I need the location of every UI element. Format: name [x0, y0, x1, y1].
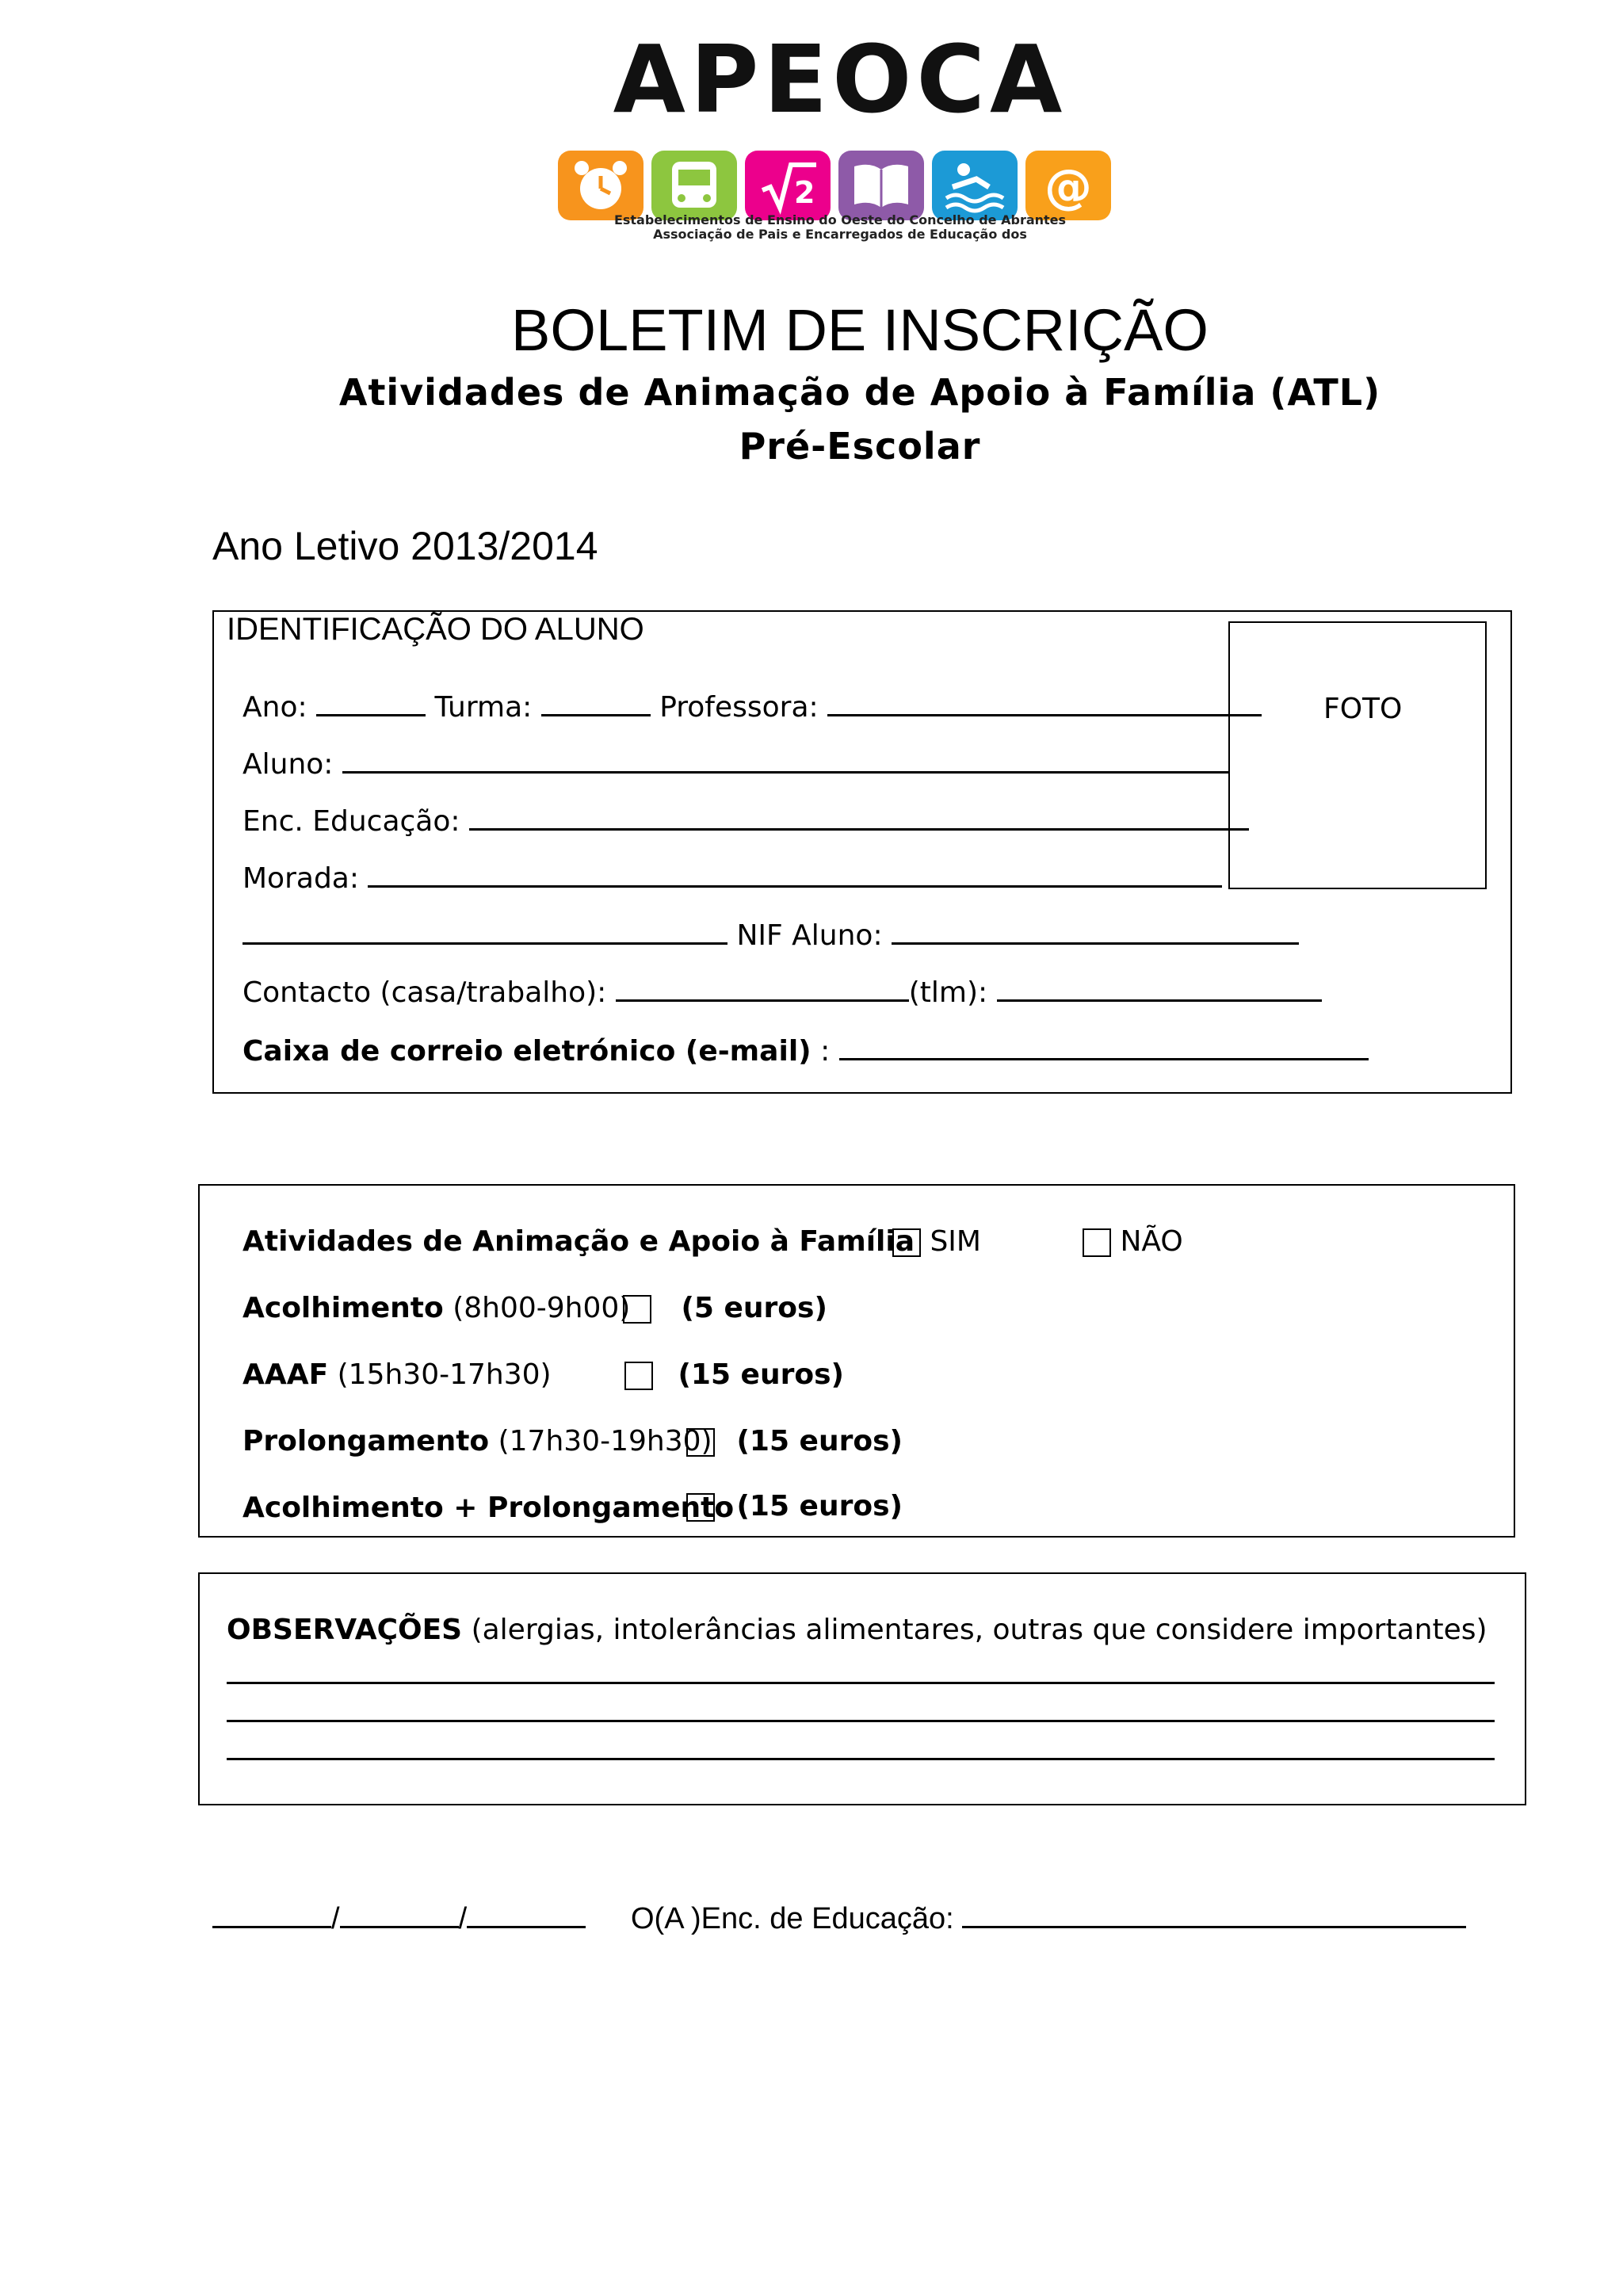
- tlm-field[interactable]: [997, 999, 1322, 1002]
- at-sign-tile: [1025, 151, 1111, 220]
- activity-row-prolongamento: [242, 1425, 712, 1457]
- row-email: [242, 1035, 1369, 1068]
- logo-subtitle-line2: Estabelecimentos de Ensino do Oeste do Concelho de Abrantes: [613, 212, 1067, 227]
- professora-field[interactable]: [827, 714, 1262, 716]
- school-year: Ano Letivo 2013/2014: [212, 524, 598, 568]
- book-tile: [838, 151, 924, 220]
- date-month-field[interactable]: [340, 1926, 459, 1928]
- date-slash-2: /: [458, 1902, 468, 1935]
- svg-text:@: @: [1044, 159, 1092, 215]
- nao-checkbox[interactable]: [1083, 1228, 1111, 1257]
- enc-field[interactable]: [469, 828, 1249, 831]
- sim-checkbox[interactable]: [892, 1228, 921, 1257]
- logo: [547, 25, 1133, 242]
- activity-name: Acolhimento + Prolongamento: [242, 1492, 735, 1524]
- prolongamento-checkbox[interactable]: [686, 1428, 715, 1457]
- morada-field-line2[interactable]: [242, 942, 727, 945]
- row-ano-turma-professora: [242, 691, 1262, 724]
- row-aluno: [242, 748, 1230, 781]
- swimmer-tile: [932, 151, 1018, 220]
- professora-label: Professora:: [659, 691, 819, 724]
- main-activity-label: Atividades de Animação e Apoio à Família: [242, 1225, 915, 1258]
- row-morada: [242, 862, 1222, 895]
- row-contacto: [242, 976, 1322, 1009]
- activity-option-acolhimento-prolongamento: [686, 1490, 903, 1522]
- turma-field[interactable]: [541, 714, 651, 716]
- ano-label: Ano:: [242, 691, 307, 724]
- photo-label: FOTO: [1323, 693, 1403, 725]
- activity-option-aaaf: [624, 1358, 844, 1391]
- activity-name: AAAF: [242, 1358, 329, 1391]
- activity-name: Acolhimento: [242, 1292, 444, 1324]
- page-subtitle: Atividades de Animação de Apoio à Família (ATL): [338, 371, 1381, 414]
- tlm-label: (tlm):: [908, 976, 988, 1009]
- photo-box: [1228, 621, 1487, 889]
- activity-time: (8h00-9h00): [453, 1292, 631, 1324]
- activity-price: (15 euros): [678, 1358, 844, 1391]
- signature-row: [631, 1902, 1466, 1936]
- observations-label: OBSERVAÇÕES: [227, 1614, 463, 1646]
- logo-text: APEOCA: [613, 25, 1067, 134]
- swimmer-icon: [932, 151, 1018, 220]
- turma-label: Turma:: [434, 691, 533, 724]
- morada-label: Morada:: [242, 862, 359, 895]
- activity-row-acolhimento-prolongamento: [242, 1492, 734, 1524]
- email-colon: :: [820, 1035, 831, 1068]
- book-icon: [838, 151, 924, 220]
- aluno-field[interactable]: [342, 771, 1230, 774]
- activity-price: (15 euros): [736, 1425, 903, 1457]
- sim-label: SIM: [930, 1225, 981, 1258]
- email-field[interactable]: [839, 1058, 1369, 1060]
- bus-icon: [651, 151, 737, 220]
- activity-price: (5 euros): [681, 1292, 827, 1324]
- email-label: Caixa de correio eletrónico (e-mail): [242, 1035, 812, 1068]
- activity-row-aaaf: [242, 1358, 552, 1391]
- nao-option: [1083, 1225, 1183, 1258]
- observations-description: (alergias, intolerâncias alimentares, outras que considere importantes): [471, 1614, 1487, 1646]
- observations-line-3[interactable]: [227, 1758, 1495, 1760]
- svg-text:2: 2: [794, 175, 815, 210]
- activity-price: (15 euros): [736, 1490, 903, 1522]
- enc-label: Enc. Educação:: [242, 805, 460, 838]
- activity-option-prolongamento: [686, 1425, 903, 1457]
- activity-row-acolhimento: [242, 1292, 630, 1324]
- morada-field[interactable]: [368, 885, 1222, 888]
- at-sign-icon: [1025, 151, 1111, 220]
- logo-subtitle-line1: Associação de Pais e Encarregados de Educação dos: [653, 227, 1027, 242]
- activity-time: (15h30-17h30): [337, 1358, 552, 1391]
- activity-name: Prolongamento: [242, 1425, 490, 1457]
- date-day-field[interactable]: [212, 1926, 331, 1928]
- date-slash-1: /: [331, 1902, 340, 1935]
- square-root-icon: [745, 151, 831, 220]
- activity-option-acolhimento: [623, 1292, 827, 1324]
- alarm-clock-tile: [558, 151, 643, 220]
- page-title: BOLETIM DE INSCRIÇÃO: [511, 297, 1209, 363]
- acolhimento-prolongamento-checkbox[interactable]: [686, 1493, 715, 1522]
- observations-line-1[interactable]: [227, 1682, 1495, 1684]
- observations-line-2[interactable]: [227, 1720, 1495, 1722]
- square-root-tile: [745, 151, 831, 220]
- sim-option: [892, 1225, 981, 1258]
- nif-field[interactable]: [892, 942, 1299, 945]
- observations-heading: [227, 1614, 1487, 1646]
- ano-field[interactable]: [316, 714, 426, 716]
- bus-tile: [651, 151, 737, 220]
- aluno-label: Aluno:: [242, 748, 334, 781]
- contacto-field[interactable]: [616, 999, 909, 1002]
- row-main-activity: [242, 1225, 915, 1258]
- alarm-clock-icon: [558, 151, 643, 220]
- signature-field[interactable]: [962, 1926, 1466, 1928]
- nao-label: NÃO: [1120, 1225, 1183, 1258]
- acolhimento-checkbox[interactable]: [623, 1295, 651, 1324]
- date-field: [212, 1902, 586, 1936]
- activity-time: (17h30-19h30): [498, 1425, 712, 1457]
- observations-section: [198, 1572, 1526, 1805]
- student-section-title: IDENTIFICAÇÃO DO ALUNO: [227, 612, 644, 647]
- page-subtitle-level: Pré-Escolar: [739, 425, 981, 468]
- row-morada-cont-nif: [242, 919, 1299, 952]
- nif-label: NIF Aluno:: [736, 919, 883, 952]
- aaaf-checkbox[interactable]: [624, 1362, 653, 1390]
- signature-label: O(A )Enc. de Educação:: [631, 1902, 954, 1935]
- row-enc-educacao: [242, 805, 1249, 838]
- date-year-field[interactable]: [467, 1926, 586, 1928]
- contacto-label: Contacto (casa/trabalho):: [242, 976, 607, 1009]
